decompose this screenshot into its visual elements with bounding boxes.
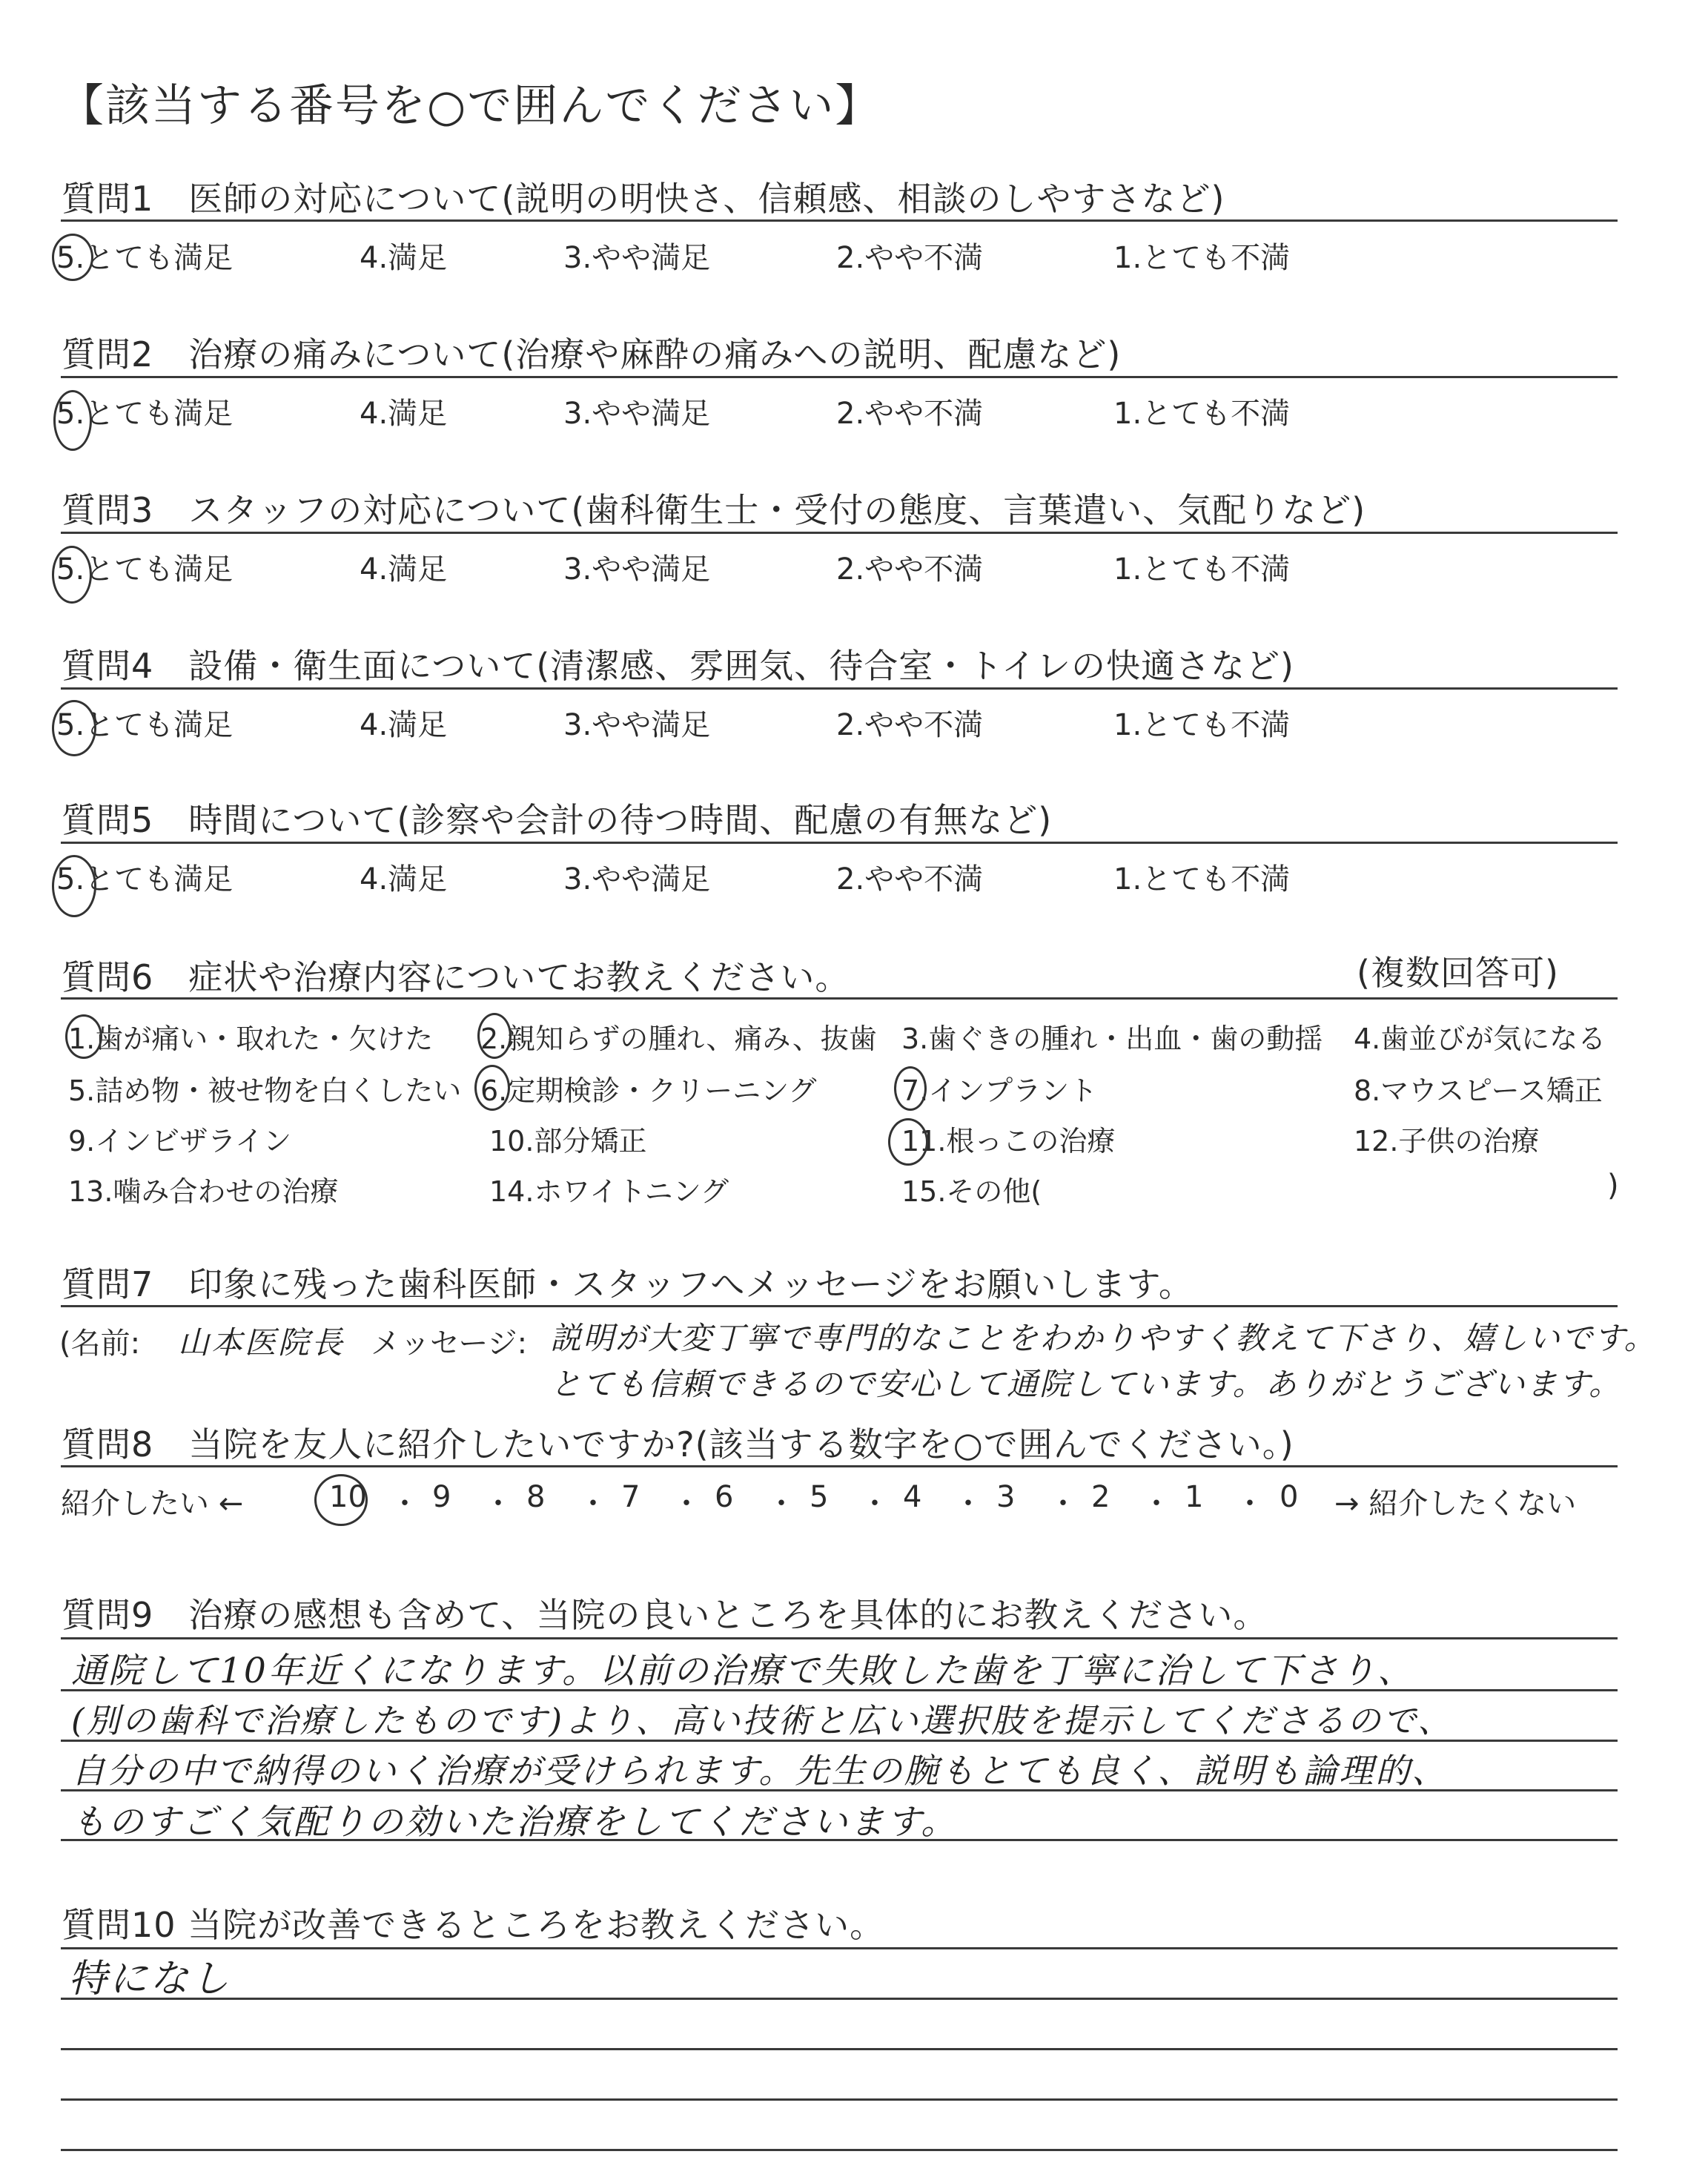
q3-option-4[interactable]: 4.満足 — [360, 552, 448, 587]
q1-option-2[interactable]: 2.やや不満 — [836, 241, 984, 275]
q6-option[interactable]: 2.親知らずの腫れ、痛み、抜歯 — [480, 1023, 877, 1055]
q1-selection-circle — [52, 234, 93, 281]
question-7-title: 質問7 印象に残った歯科医師・スタッフへメッセージをお願いします。 — [62, 1264, 1194, 1304]
q6-option[interactable]: 12.子供の治療 — [1354, 1125, 1540, 1157]
q6-option[interactable]: 1.歯が痛い・取れた・欠けた — [68, 1023, 434, 1055]
scale-right-label: → 紹介したくない — [1334, 1487, 1577, 1521]
q4-option-3[interactable]: 3.やや満足 — [563, 708, 711, 742]
answer-line — [61, 2149, 1618, 2151]
question-6-note: (複数回答可) — [1357, 953, 1559, 993]
q2-option-5[interactable]: 5.とても満足 — [56, 397, 234, 431]
scale-dot: ・ — [672, 1487, 701, 1521]
q6-option[interactable]: 15.その他( — [901, 1175, 1042, 1208]
scale-dot: ・ — [1142, 1487, 1171, 1521]
q1-option-5[interactable]: 5.とても満足 — [56, 241, 234, 275]
question-6-title: 質問6 症状や治療内容についてお教えください。 — [62, 957, 850, 997]
question-4-title: 質問4 設備・衛生面について(清潔感、雰囲気、待合室・トイレの快適さなど) — [62, 646, 1294, 686]
q6-option[interactable]: 9.インビザライン — [68, 1125, 292, 1157]
scale-dot: ・ — [578, 1487, 608, 1521]
scale-dot: ・ — [390, 1487, 420, 1521]
form-title: 【該当する番号を○で囲んでください】 — [59, 80, 881, 132]
question-3-title: 質問3 スタッフの対応について(歯科衛生士・受付の態度、言葉遣い、気配りなど) — [62, 490, 1366, 530]
divider — [61, 997, 1618, 1000]
q2-selection-circle — [53, 390, 92, 451]
scale-value[interactable]: 4 — [903, 1480, 922, 1514]
answer-line — [61, 1998, 1618, 2000]
answer-text-line[interactable]: 通院して10年近くになります。以前の治療で失敗した歯を丁寧に治して下さり、 — [71, 1651, 1415, 1691]
q6-selection-circle — [888, 1118, 928, 1166]
q3-option-1[interactable]: 1.とても不満 — [1113, 552, 1291, 587]
answer-line — [61, 2048, 1618, 2050]
q1-option-1[interactable]: 1.とても不満 — [1113, 241, 1291, 275]
message-line[interactable]: 説明が大変丁寧で専門的なことをわかりやすく教えて下さり、嬉しいです。 — [550, 1320, 1657, 1356]
scale-value[interactable]: 6 — [715, 1480, 734, 1514]
answer-line — [61, 1789, 1618, 1791]
q8-selection-circle — [314, 1474, 368, 1526]
divider — [61, 1465, 1618, 1467]
staff-name[interactable]: 山本医院長 — [178, 1324, 345, 1361]
scale-value[interactable]: 9 — [432, 1480, 451, 1514]
scale-dot: ・ — [860, 1487, 890, 1521]
answer-text-line[interactable]: (別の歯科で治療したものです)より、高い技術と広い選択肢を提示してくださるので、 — [71, 1701, 1454, 1740]
q6-option[interactable]: 14.ホワイトニング — [489, 1175, 729, 1208]
divider — [61, 687, 1618, 690]
q6-option[interactable]: 4.歯並びが気になる — [1354, 1023, 1606, 1055]
divider — [61, 1305, 1618, 1307]
answer-line — [61, 1947, 1618, 1949]
question-9-title: 質問9 治療の感想も含めて、当院の良いところを具体的にお教えください。 — [62, 1595, 1268, 1635]
name-label: (名前: — [59, 1327, 141, 1361]
q2-option-2[interactable]: 2.やや不満 — [836, 397, 984, 431]
message-label: メッセージ: — [371, 1327, 528, 1361]
answer-text-line[interactable]: ものすごく気配りの効いた治療をしてくださいます。 — [71, 1802, 959, 1843]
question-8-title: 質問8 当院を友人に紹介したいですか?(該当する数字を○で囲んでください。) — [62, 1424, 1294, 1464]
q4-option-5[interactable]: 5.とても満足 — [56, 708, 234, 742]
answer-text-line[interactable]: 自分の中で納得のいく治療が受けられます。先生の腕もとても良く、説明も論理的、 — [71, 1751, 1449, 1791]
question-1-title: 質問1 医師の対応について(説明の明快さ、信頼感、相談のしやすさなど) — [62, 179, 1225, 219]
q1-option-3[interactable]: 3.やや満足 — [563, 241, 711, 275]
scale-value[interactable]: 10 — [329, 1480, 367, 1514]
q4-option-2[interactable]: 2.やや不満 — [836, 708, 984, 742]
q6-option[interactable]: 10.部分矯正 — [489, 1125, 647, 1157]
divider — [61, 219, 1618, 222]
q6-option[interactable]: 7.インプラント — [901, 1074, 1098, 1107]
q6-selection-circle — [477, 1013, 512, 1059]
q6-option[interactable]: 5.詰め物・被せ物を白くしたい — [68, 1074, 462, 1107]
scale-value[interactable]: 2 — [1091, 1480, 1110, 1514]
q6-option[interactable]: 8.マウスピース矯正 — [1354, 1074, 1603, 1107]
scale-value[interactable]: 0 — [1280, 1480, 1299, 1514]
q3-selection-circle — [52, 546, 92, 604]
q4-option-1[interactable]: 1.とても不満 — [1113, 708, 1291, 742]
answer-line — [61, 2098, 1618, 2101]
scale-dot: ・ — [953, 1487, 983, 1521]
q5-option-4[interactable]: 4.満足 — [360, 862, 448, 896]
q1-option-4[interactable]: 4.満足 — [360, 241, 448, 275]
scale-value[interactable]: 5 — [810, 1480, 829, 1514]
scale-dot: ・ — [1235, 1487, 1265, 1521]
q4-selection-circle — [52, 700, 96, 756]
q2-option-3[interactable]: 3.やや満足 — [563, 397, 711, 431]
answer-text-line[interactable]: 特になし — [68, 1957, 232, 2001]
q6-option[interactable]: 13.噛み合わせの治療 — [68, 1175, 339, 1208]
q6-selection-circle — [65, 1014, 102, 1059]
scale-value[interactable]: 3 — [996, 1480, 1016, 1514]
q6-option[interactable]: 3.歯ぐきの腫れ・出血・歯の動揺 — [901, 1023, 1323, 1055]
q3-option-5[interactable]: 5.とても満足 — [56, 552, 234, 587]
scale-value[interactable]: 1 — [1185, 1480, 1204, 1514]
q3-option-2[interactable]: 2.やや不満 — [836, 552, 984, 587]
q5-selection-circle — [52, 855, 96, 917]
q6-option[interactable]: 11.根っこの治療 — [901, 1125, 1116, 1157]
answer-line — [61, 1839, 1618, 1841]
question-2-title: 質問2 治療の痛みについて(治療や麻酔の痛みへの説明、配慮など) — [62, 334, 1122, 374]
q5-option-3[interactable]: 3.やや満足 — [563, 862, 711, 896]
q6-selection-circle — [894, 1066, 927, 1111]
answer-line — [61, 1637, 1618, 1639]
scale-left-label: 紹介したい ← — [61, 1487, 244, 1521]
q5-option-2[interactable]: 2.やや不満 — [836, 862, 984, 896]
q3-option-3[interactable]: 3.やや満足 — [563, 552, 711, 587]
q5-option-1[interactable]: 1.とても不満 — [1113, 862, 1291, 896]
scale-dot: ・ — [767, 1487, 796, 1521]
question-5-title: 質問5 時間について(診察や会計の待つ時間、配慮の有無など) — [62, 800, 1053, 840]
answer-line — [61, 1740, 1618, 1742]
q4-option-4[interactable]: 4.満足 — [360, 708, 448, 742]
q6-selection-circle — [474, 1065, 510, 1111]
q2-option-1[interactable]: 1.とても不満 — [1113, 397, 1291, 431]
q5-option-5[interactable]: 5.とても満足 — [56, 862, 234, 896]
scale-value[interactable]: 7 — [621, 1480, 640, 1514]
divider — [61, 532, 1618, 534]
q6-option[interactable]: 6.定期検診・クリーニング — [480, 1074, 817, 1107]
answer-line — [61, 1689, 1618, 1691]
q6-other-close: ) — [1607, 1169, 1619, 1203]
divider — [61, 376, 1618, 378]
question-10-title: 質問10 当院が改善できるところをお教えください。 — [62, 1905, 885, 1945]
divider — [61, 842, 1618, 844]
scale-dot: ・ — [1048, 1487, 1078, 1521]
q2-option-4[interactable]: 4.満足 — [360, 397, 448, 431]
message-line[interactable]: とても信頼できるので安心して通院しています。ありがとうございます。 — [550, 1366, 1622, 1402]
scale-value[interactable]: 8 — [526, 1480, 546, 1514]
scale-dot: ・ — [483, 1487, 513, 1521]
